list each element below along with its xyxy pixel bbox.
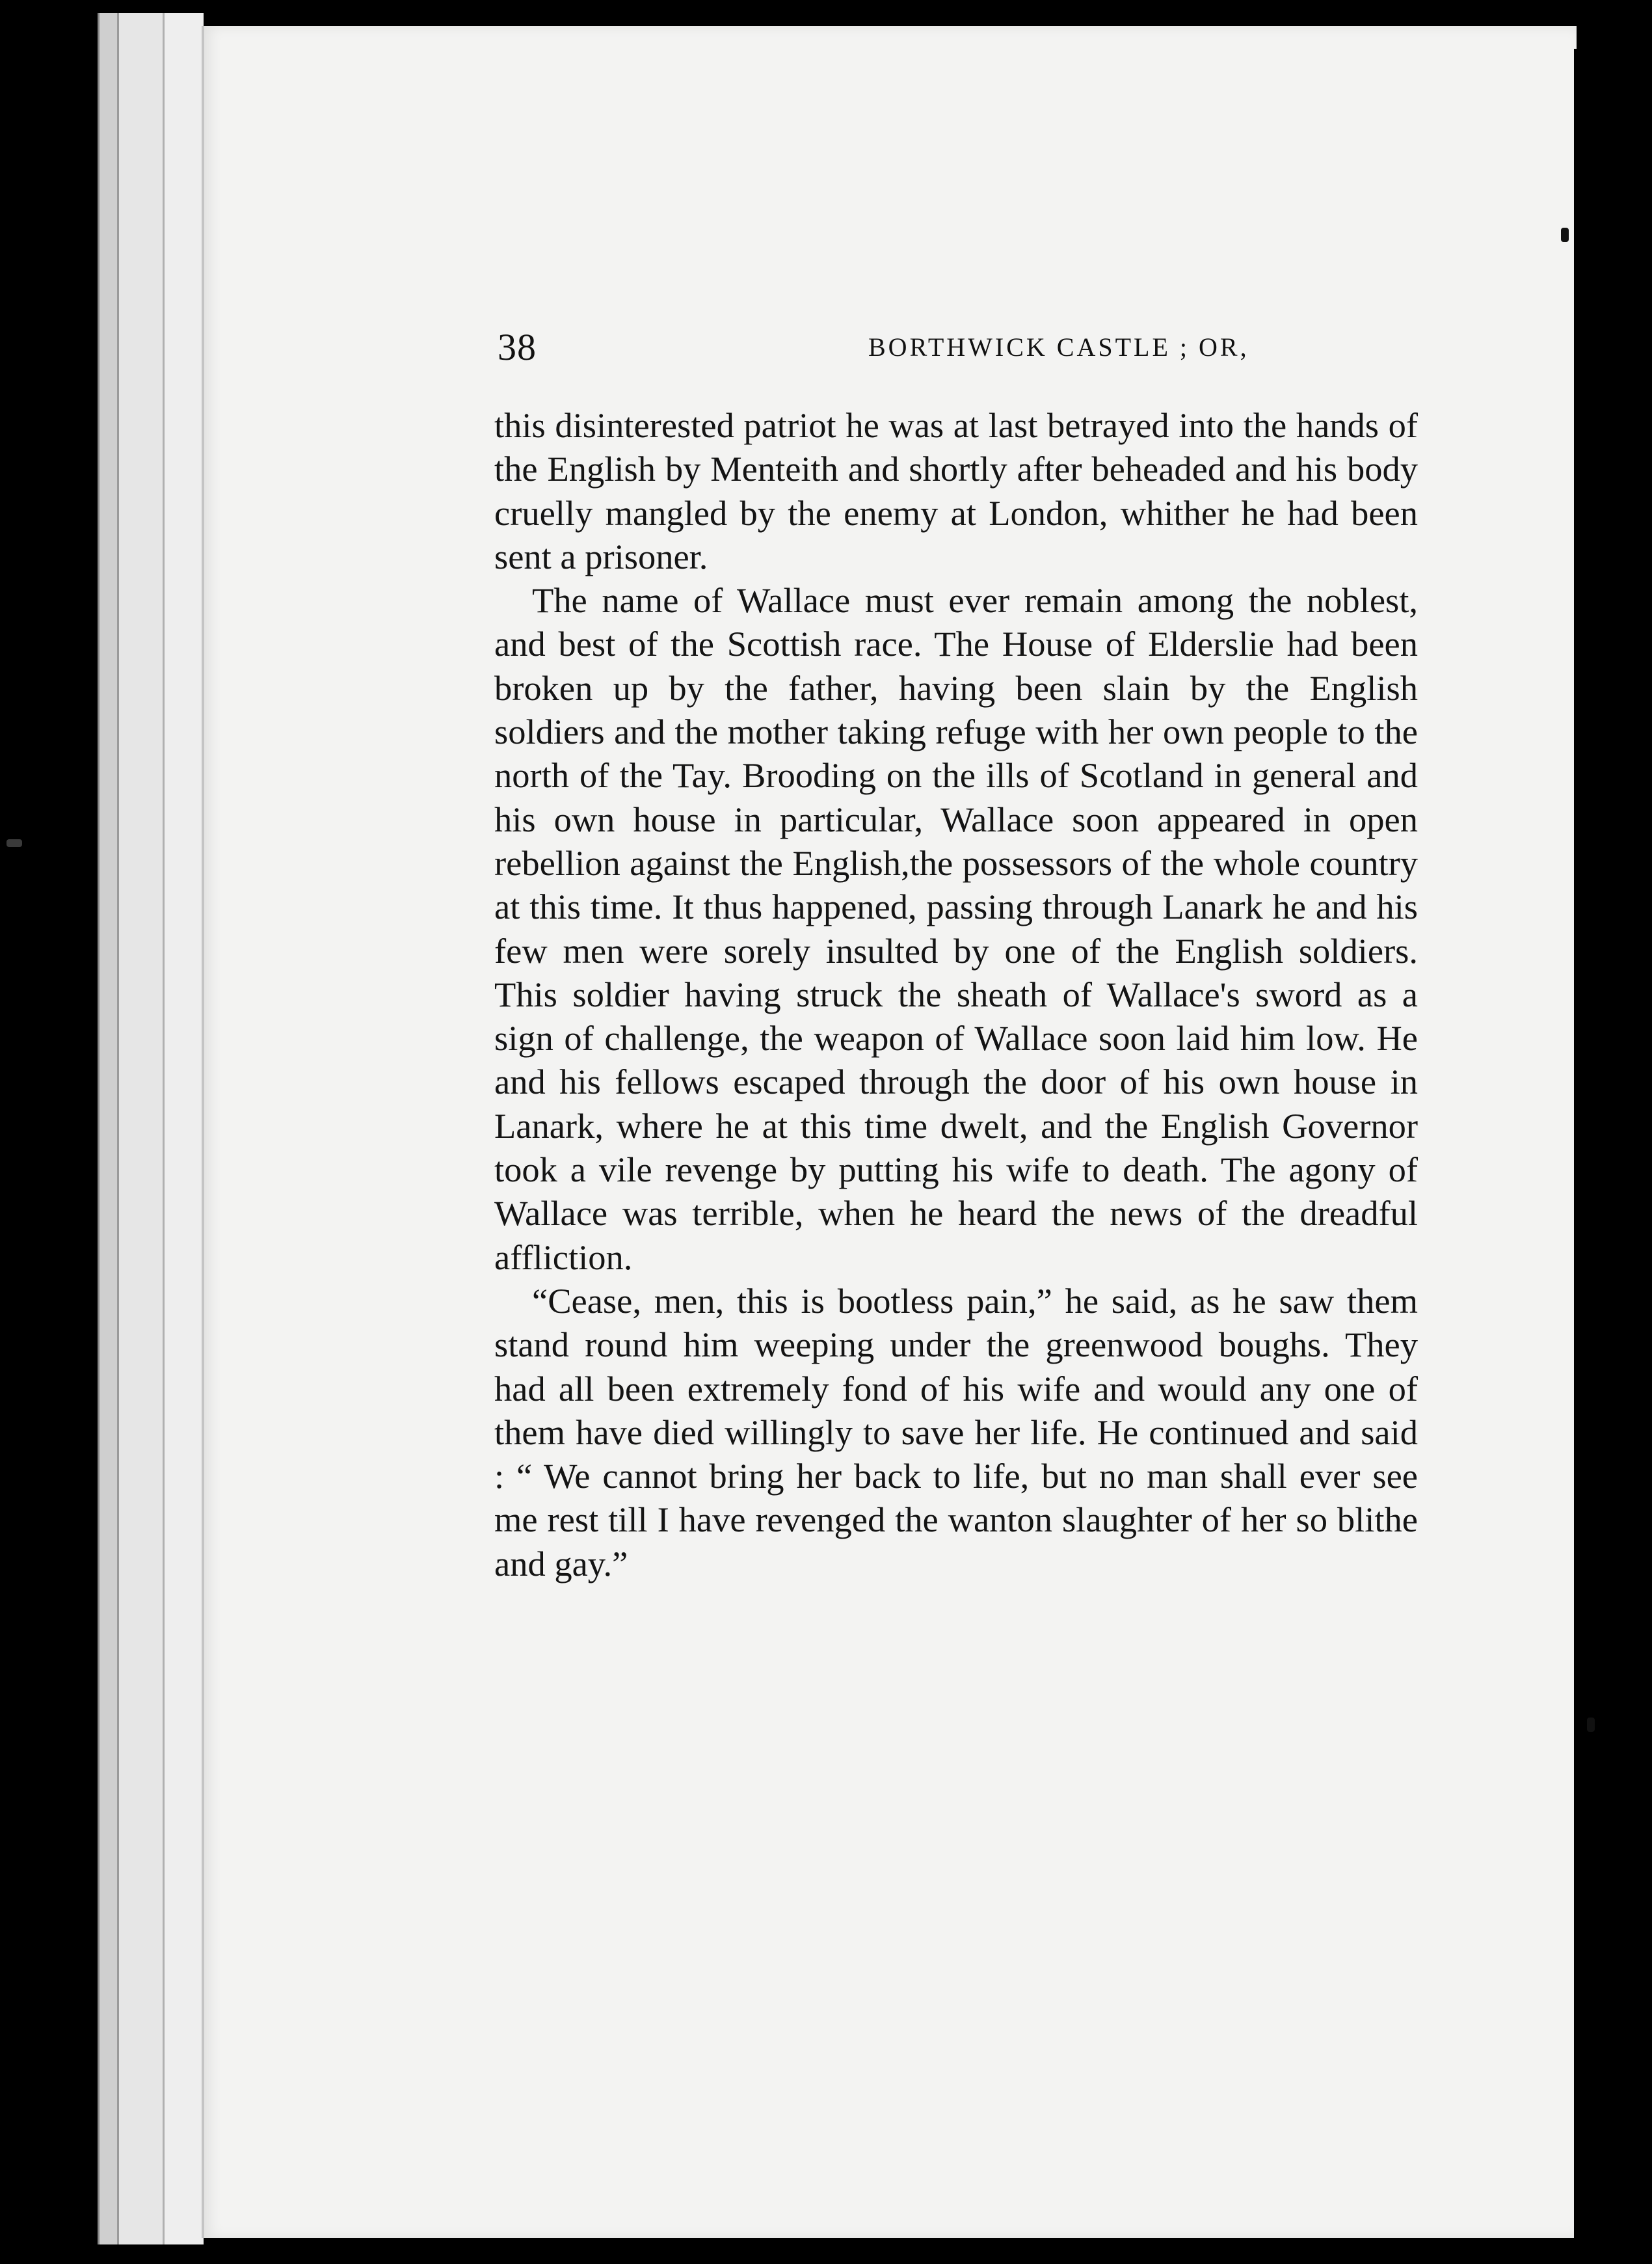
page-stack-edge: [117, 13, 165, 2244]
body-text: [494, 403, 1418, 1585]
scan-artifact: [1587, 1718, 1595, 1732]
binding-shadow: [1574, 49, 1652, 2264]
paragraph: this disinterested patriot he was at last betrayed into the hands of the English by Menteith and shortly after beheaded and his body cruelly mangled by the enemy at London, whither he had been sent a prisoner.: [494, 405, 1418, 576]
page-number: 38: [498, 326, 537, 368]
paragraph: “Cease, men, this is bootless pain,” he said, as he saw them stand round him weeping under the greenwood boughs. They had all been extremely fond of his wife and would any one of them have died willingly to save her life. He continued and said : “ We cannot bring her back to life, but no man shall ever see me rest till I have revenged the wanton slaughter of her so blithe and gay.”: [494, 1280, 1418, 1583]
scan-artifact: [1561, 228, 1569, 242]
page-header: [296, 325, 1415, 371]
running-head: BORTHWICK CASTLE ; OR,: [868, 332, 1249, 362]
scan-artifact: [7, 839, 22, 847]
page-stack-edge: [163, 13, 204, 2244]
paragraph: The name of Wallace must ever remain among the noblest, and best of the Scottish race. The House of Elderslie had been broken up by the father, having been slain by the English soldiers and the mother taking refuge with her own people to the north of the Tay. Brooding on the ills of Scotland in general and his own house in particular, Wallace soon appeared in open rebellion against the English,the possessors of the whole country at this time. It thus happened, passing through Lanark he and his few men were sorely insulted by one of the English soldiers. This soldier having struck the sheath of Wallace's sword as a sign of challenge, the weapon of Wallace soon laid him low. He and his fellows escaped through the door of his own house in Lanark, where he at this time dwelt, and the English Governor took a vile revenge by putting his wife to death. The agony of Wallace was terrible, when he heard the news of the dreadful affliction.: [494, 580, 1418, 1277]
page-stack-edge: [98, 13, 119, 2244]
